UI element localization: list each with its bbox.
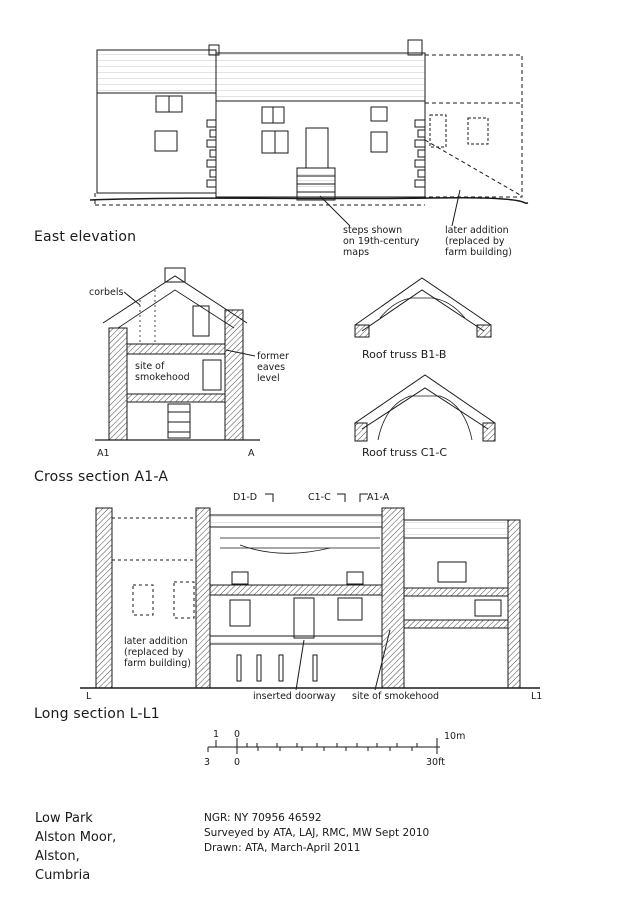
marker-label-a: A1-A — [367, 492, 390, 503]
scale-imperial-30ft: 30ft — [426, 757, 445, 768]
scale-imperial-3: 3 — [204, 757, 211, 768]
location-line: Alston, — [35, 849, 80, 864]
steps-note — [343, 225, 433, 258]
scale-metric-10m: 10m — [444, 731, 466, 742]
former-eaves-line: former — [257, 351, 289, 362]
section-end-l1: L1 — [531, 691, 543, 702]
roof-truss-b-drawing — [355, 278, 491, 337]
roof-truss-c-drawing — [355, 375, 495, 441]
long-later-addition-line: later addition — [124, 636, 188, 647]
long-later-addition-line: farm building) — [124, 658, 191, 669]
elevation-doorway — [306, 128, 328, 168]
roof-truss-c-label: Roof truss C1-C — [362, 446, 448, 459]
former-eaves-line: eaves — [257, 362, 286, 373]
surveyed-by: Surveyed by ATA, LAJ, RMC, MW Sept 2010 — [204, 827, 430, 839]
location-line: Cumbria — [35, 868, 91, 883]
smokehood-label — [135, 361, 190, 383]
location-line: Alston Moor, — [35, 830, 117, 845]
former-eaves-label — [257, 351, 289, 384]
cross-section-chimney — [165, 268, 185, 282]
steps-note-line: maps — [343, 247, 370, 258]
scale-metric-0: 0 — [234, 729, 241, 740]
later-addition-note-line: (replaced by — [445, 236, 505, 247]
section-end-a: A — [248, 448, 255, 459]
long-later-addition-line: (replaced by — [124, 647, 184, 658]
left-block-roof — [97, 50, 216, 93]
main-block-roof — [216, 53, 425, 101]
steps-note-line: steps shown — [343, 225, 403, 236]
cross-section-window — [203, 360, 221, 390]
corbels-leader — [124, 292, 140, 305]
survey-info — [204, 811, 429, 856]
later-addition-note-line: later addition — [445, 225, 509, 236]
section-end-l: L — [86, 691, 92, 702]
smokehood-line: site of — [135, 361, 165, 372]
location-line: Low Park — [35, 811, 93, 826]
steps-note-line: on 19th-century — [343, 236, 420, 247]
smokehood-line: smokehood — [135, 372, 190, 383]
elevation-windows — [155, 96, 488, 153]
cross-section-left-wall — [109, 328, 127, 440]
long-section-heading: Long section L-L1 — [34, 706, 160, 722]
later-addition-note — [445, 225, 535, 258]
marker-label-d: D1-D — [233, 492, 258, 503]
cross-section-heading: Cross section A1-A — [34, 469, 169, 485]
former-eaves-line: level — [257, 373, 280, 384]
roof-truss-b-label: Roof truss B1-B — [362, 348, 447, 361]
cross-section-right-wall — [225, 310, 243, 440]
drawn-by: Drawn: ATA, March-April 2011 — [204, 842, 361, 854]
section-end-a1: A1 — [97, 448, 110, 459]
ngr-reference: NGR: NY 70956 46592 — [204, 812, 322, 824]
marker-label-c: C1-C — [308, 492, 331, 503]
inserted-doorway-label: inserted doorway — [253, 691, 336, 702]
site-location — [35, 809, 116, 885]
section-marker-d — [265, 494, 273, 502]
east-elevation-heading: East elevation — [34, 229, 137, 245]
later-addition-leader — [452, 190, 460, 226]
section-marker-c — [337, 494, 345, 502]
corbels-label: corbels — [89, 287, 124, 298]
later-addition-note-line: farm building) — [445, 247, 512, 258]
cross-section-lower-door — [168, 404, 190, 438]
east-elevation-drawing — [90, 40, 528, 226]
site-of-smokehood-label: site of smokehood — [352, 691, 440, 702]
long-later-addition-label — [124, 636, 191, 669]
scale-imperial-0: 0 — [234, 757, 241, 768]
scale-metric-1: 1 — [213, 729, 220, 740]
scale-bar — [208, 738, 440, 754]
